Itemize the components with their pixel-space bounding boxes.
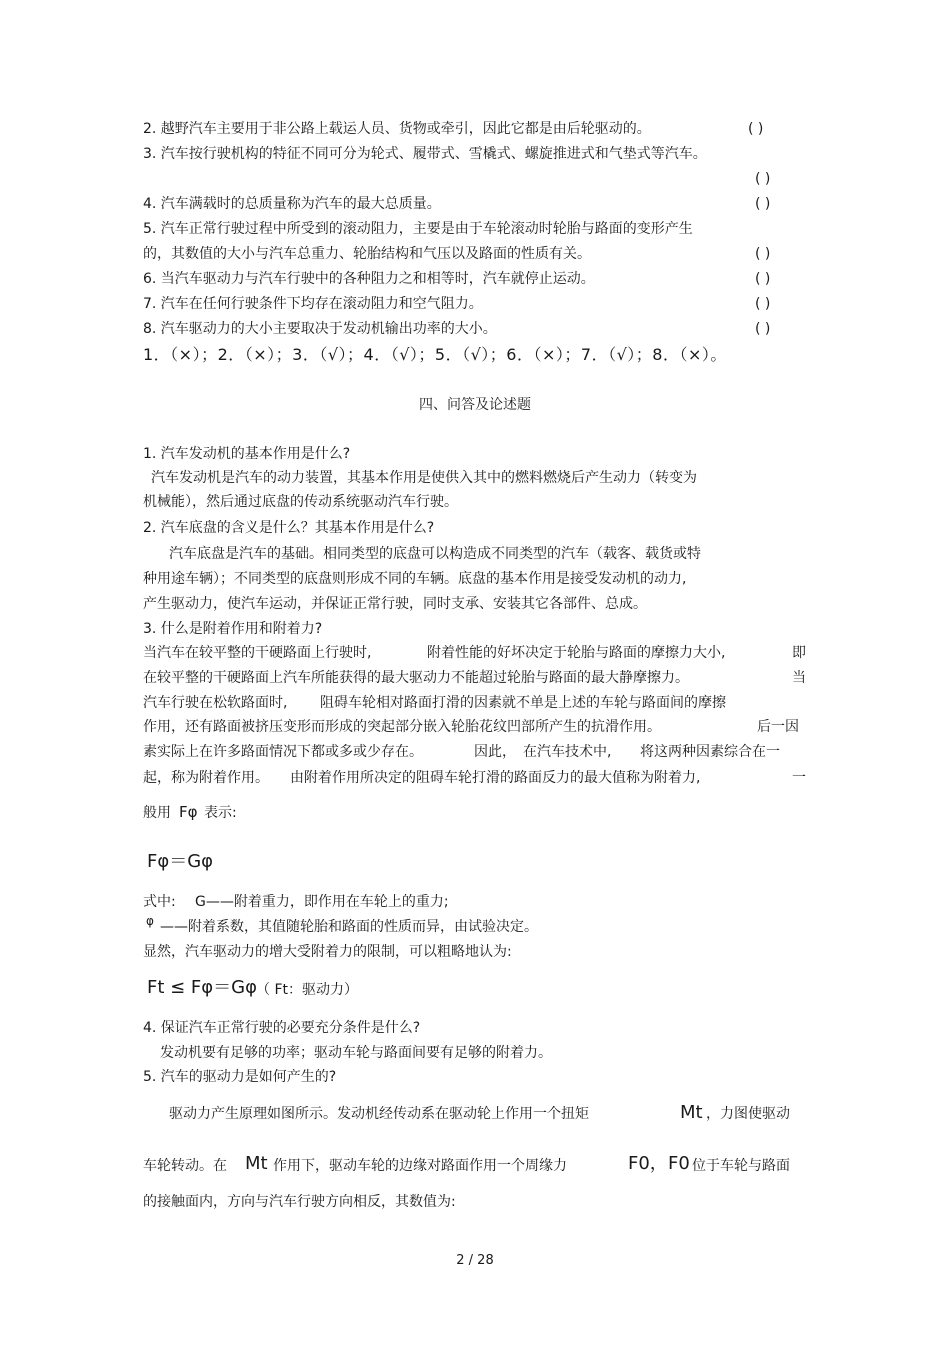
answer-5-line2-part6: 位于车轮与路面 (692, 1158, 790, 1174)
question-5: 5. 汽车的驱动力是如何产生的? (143, 1069, 337, 1085)
answer-paren-3: ( ) (755, 171, 771, 187)
tf-item-8: 8. 汽车驱动力的大小主要取决于发动机输出功率的大小。 (143, 321, 497, 337)
answer-1-line2: 机械能），然后通过底盘的传动系统驱动汽车行驶。 (143, 494, 458, 510)
answer-5-line1-part3: ，力图使驱动 (706, 1106, 790, 1122)
answer-2-line3: 产生驱动力，使汽车运动，并保证正常行驶，同时支承、安装其它各部件、总成。 (143, 596, 647, 612)
definition-phi: ——附着系数，其值随轮胎和路面的性质而异，由试验决定。 (160, 919, 538, 935)
answer-3-line4-part2: 后一因 (757, 719, 799, 735)
answer-3-line7-part3: 表示: (204, 805, 237, 821)
answer-3-line1-part3: 即 (792, 645, 806, 661)
answer-3-line5-part2: 因此， (474, 744, 516, 760)
answer-3-line4-part1: 作用，还有路面被挤压变形而形成的突起部分嵌入轮胎花纹凹部所产生的抗滑作用。 (143, 719, 661, 735)
formula-traction-note: （ Ft：驱动力） (256, 982, 358, 998)
answer-paren-2: ( ) (748, 121, 764, 137)
formula-traction-limit: Ft ≤ Fφ＝Gφ (147, 977, 257, 998)
answer-1-line1: 汽车发动机是汽车的动力装置，其基本作用是使供入其中的燃料燃烧后产生动力（转变为 (151, 470, 697, 486)
answer-paren-4: ( ) (755, 196, 771, 212)
answer-4: 发动机要有足够的功率；驱动车轮与路面间要有足够的附着力。 (160, 1045, 552, 1061)
answer-paren-6: ( ) (755, 271, 771, 287)
answer-5-line1-part1: 驱动力产生原理如图所示。发动机经传动系在驱动轮上作用一个扭矩 (169, 1106, 589, 1122)
answer-3-line5-part4: 将这两种因素综合在一 (640, 744, 780, 760)
answer-5-line3: 的接触面内，方向与汽车行驶方向相反，其数值为: (143, 1194, 456, 1210)
answer-3-line6-part1: 起，称为附着作用。 (143, 770, 269, 786)
question-4: 4. 保证汽车正常行驶的必要充分条件是什么? (143, 1020, 421, 1036)
tf-item-4: 4. 汽车满载时的总质量称为汽车的最大总质量。 (143, 196, 441, 212)
tf-item-5-line2: 的，其数值的大小与汽车总重力、轮胎结构和气压以及路面的性质有关。 (143, 246, 591, 262)
symbol-mt-2: Mt (245, 1153, 268, 1174)
answer-3-line1-part2: 附着性能的好坏决定于轮胎与路面的摩擦力大小, (427, 645, 726, 661)
tf-item-6: 6. 当汽车驱动力与汽车行驶中的各种阻力之和相等时，汽车就停止运动。 (143, 271, 595, 287)
tf-item-3: 3. 汽车按行驶机构的特征不同可分为轮式、履带式、雪橇式、螺旋推进式和气垫式等汽车。 (143, 146, 707, 162)
answer-3-line2-part2: 当 (792, 670, 806, 686)
answer-3-line7-part1: 般用 (143, 805, 171, 821)
question-3: 3. 什么是附着作用和附着力? (143, 621, 323, 637)
phi-symbol: φ (146, 914, 154, 928)
tf-item-7: 7. 汽车在任何行驶条件下均存在滚动阻力和空气阻力。 (143, 296, 483, 312)
answer-5-line2-part3: 作用下，驱动车轮的边缘对路面作用一个周缘力 (273, 1158, 567, 1174)
tf-item-5-line1: 5. 汽车正常行驶过程中所受到的滚动阻力，主要是由于车轮滚动时轮胎与路面的变形产生 (143, 221, 693, 237)
answer-3-line1-part1: 当汽车在较平整的干硬路面上行驶时, (143, 645, 372, 661)
answer-5-line2-part1: 车轮转动。在 (143, 1158, 227, 1174)
symbol-f0-1: F0， (628, 1153, 668, 1174)
answer-paren-8: ( ) (755, 321, 771, 337)
symbol-mt-1: Mt (680, 1102, 703, 1123)
answer-3-line5-part1: 素实际上在许多路面情况下都或多或少存在。 (143, 744, 423, 760)
obvious-statement: 显然，汽车驱动力的增大受附着力的限制，可以粗略地认为: (143, 944, 512, 960)
answer-paren-7: ( ) (755, 296, 771, 312)
answer-key: 1．（×）；2．（×）；3．（√）；4．（√）；5．（√）；6．（×）；7．（√）；8．（×）。 (143, 345, 727, 364)
answer-3-line6-part3: 一 (792, 770, 806, 786)
answer-paren-5: ( ) (755, 246, 771, 262)
page-number: 2 / 28 (456, 1253, 494, 1268)
question-2: 2. 汽车底盘的含义是什么？其基本作用是什么? (143, 520, 435, 536)
definition-g: G——附着重力，即作用在车轮上的重力; (195, 894, 449, 910)
definition-intro: 式中: (143, 894, 176, 910)
formula-adhesion: Fφ＝Gφ (147, 851, 214, 872)
answer-3-line5-part3: 在汽车技术中, (523, 744, 612, 760)
answer-2-line1: 汽车底盘是汽车的基础。相同类型的底盘可以构造成不同类型的汽车（载客、载货或特 (169, 546, 701, 562)
answer-3-line3-part2: 阻碍车轮相对路面打滑的因素就不单是上述的车轮与路面间的摩擦 (320, 695, 726, 711)
answer-2-line2: 种用途车辆）；不同类型的底盘则形成不同的车辆。底盘的基本作用是接受发动机的动力, (143, 571, 687, 587)
symbol-f-phi: Fφ (179, 803, 198, 821)
answer-3-line2-part1: 在较平整的干硬路面上汽车所能获得的最大驱动力不能超过轮胎与路面的最大静摩擦力。 (143, 670, 689, 686)
answer-3-line3-part1: 汽车行驶在松软路面时, (143, 695, 288, 711)
tf-item-2: 2. 越野汽车主要用于非公路上载运人员、货物或牵引，因此它都是由后轮驱动的。 (143, 121, 651, 137)
answer-3-line6-part2: 由附着作用所决定的阻碍车轮打滑的路面反力的最大值称为附着力, (290, 770, 701, 786)
section-title: 四、问答及论述题 (419, 397, 531, 413)
symbol-f0-2: F0 (668, 1153, 690, 1174)
question-1: 1. 汽车发动机的基本作用是什么? (143, 446, 351, 462)
